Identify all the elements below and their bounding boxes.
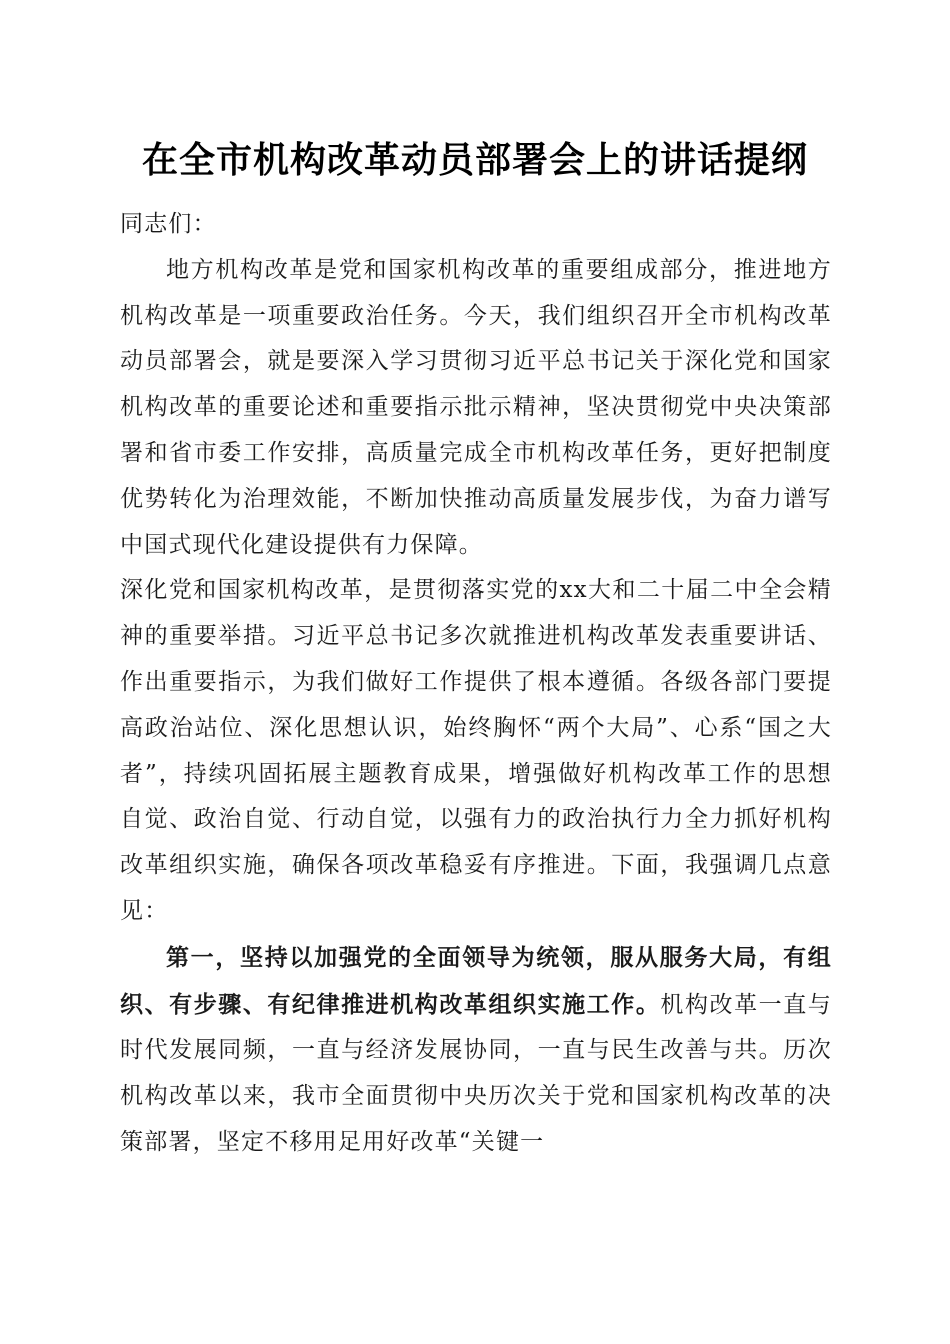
paragraph-intro: 地方机构改革是党和国家机构改革的重要组成部分，推进地方机构改革是一项重要政治任务。今天，我们组织召开全市机构改革动员部署会，就是要深入学习贯彻习近平总书记关于深化党和国家机构改革的重要论述和重要指示批示精神，坚决贯彻党中央决策部署和省市委工作安排，高质量完成全市机构改革任务，更好把制度优势转化为治理效能，不断加快推动高质量发展步伐，为奋力谱写中国式现代化建设提供有力保障。 <box>120 256 832 558</box>
document-body <box>120 202 832 1166</box>
document-title: 在全市机构改革动员部署会上的讲话提纲 <box>141 139 808 181</box>
paragraph-significance: 深化党和国家机构改革，是贯彻落实党的xx大和二十届二中全会精神的重要举措。习近平总书记多次就推进机构改革发表重要讲话、作出重要指示，为我们做好工作提供了根本遵循。各级各部门要提高政治站位、深化思想认识，始终胸怀“两个大局”、心系“国之大者”，持续巩固拓展主题教育成果，增强做好机构改革工作的思想自觉、政治自觉、行动自觉，以强有力的政治执行力全力抓好机构改革组织实施，确保各项改革稳妥有序推进。下面，我强调几点意见： <box>120 577 832 924</box>
salutation: 同志们： <box>120 211 217 237</box>
first-point-heading: 第一，坚持以加强党的全面领导为统领，服从服务大局，有组织、有步骤、有纪律推进机构改革组织实施工作。 <box>120 943 832 1018</box>
first-point-body: 机构改革一直与时代发展同频，一直与经济发展协同，一直与民生改善与共。历次机构改革以来，我市全面贯彻中央历次关于党和国家机构改革的决策部署，坚定不移用足用好改革“关键一 <box>120 991 832 1155</box>
paragraph-first-point <box>120 935 832 1166</box>
